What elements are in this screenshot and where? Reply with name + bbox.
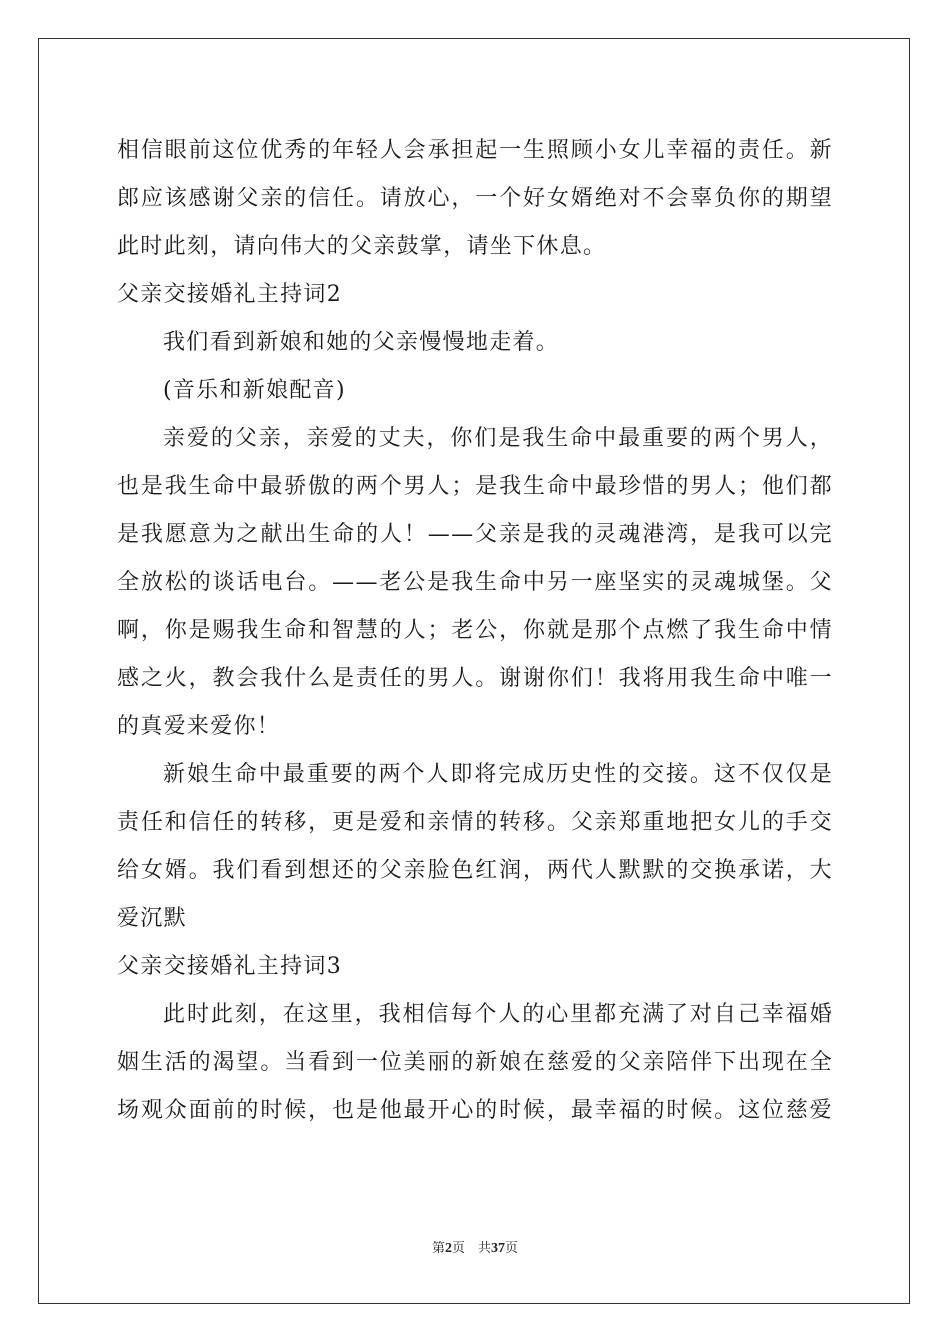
page-footer <box>0 1237 950 1257</box>
paragraph-line: 啊，你是赐我生命和智慧的人；老公，你就是那个点燃了我生命中情 <box>117 618 833 643</box>
page-number: 2 <box>444 1241 452 1256</box>
page-mid: 页 共 <box>451 1241 491 1256</box>
paragraph-line: 场观众面前的时候，也是他最开心的时候，最幸福的时候。这位慈爱 <box>117 1098 833 1123</box>
paragraph-line: 感之火，教会我什么是责任的男人。谢谢你们！我将用我生命中唯一 <box>117 666 833 691</box>
page-suffix: 页 <box>505 1241 519 1256</box>
paragraph-line: (音乐和新娘配音) <box>163 378 346 403</box>
paragraph-line: 相信眼前这位优秀的年轻人会承担起一生照顾小女儿幸福的责任。新 <box>117 138 833 163</box>
page-prefix: 第 <box>431 1241 445 1256</box>
paragraph-line: 全放松的谈话电台。——老公是我生命中另一座坚实的灵魂城堡。父 <box>117 570 833 595</box>
paragraph-line: 也是我生命中最骄傲的两个男人；是我生命中最珍惜的男人；他们都 <box>117 474 833 499</box>
paragraph-line: 爱沉默 <box>117 906 187 931</box>
document-body <box>117 127 833 1135</box>
paragraph-line: 的真爱来爱你！ <box>117 714 281 739</box>
paragraph-line: 此时此刻，在这里，我相信每个人的心里都充满了对自己幸福婚 <box>163 1002 833 1027</box>
paragraph-line: 给女婿。我们看到想还的父亲脸色红润，两代人默默的交换承诺，大 <box>117 858 833 883</box>
paragraph-line: 我们看到新娘和她的父亲慢慢地走着。 <box>163 330 560 355</box>
paragraph-line: 新娘生命中最重要的两个人即将完成历史性的交接。这不仅仅是 <box>163 762 833 787</box>
paragraph-line: 姻生活的渴望。当看到一位美丽的新娘在慈爱的父亲陪伴下出现在全 <box>117 1050 833 1075</box>
paragraph-line: 责任和信任的转移，更是爱和亲情的转移。父亲郑重地把女儿的手交 <box>117 810 833 835</box>
total-pages: 37 <box>491 1241 505 1256</box>
paragraph-line: 是我愿意为之献出生命的人！——父亲是我的灵魂港湾，是我可以完 <box>117 522 833 547</box>
paragraph-line: 郎应该感谢父亲的信任。请放心，一个好女婿绝对不会辜负你的期望 <box>117 186 833 211</box>
paragraph-line: 此时此刻，请向伟大的父亲鼓掌，请坐下休息。 <box>117 234 607 259</box>
section-heading: 父亲交接婚礼主持词3 <box>117 954 342 979</box>
section-heading: 父亲交接婚礼主持词2 <box>117 282 342 307</box>
paragraph-line: 亲爱的父亲，亲爱的丈夫，你们是我生命中最重要的两个男人， <box>163 426 833 451</box>
